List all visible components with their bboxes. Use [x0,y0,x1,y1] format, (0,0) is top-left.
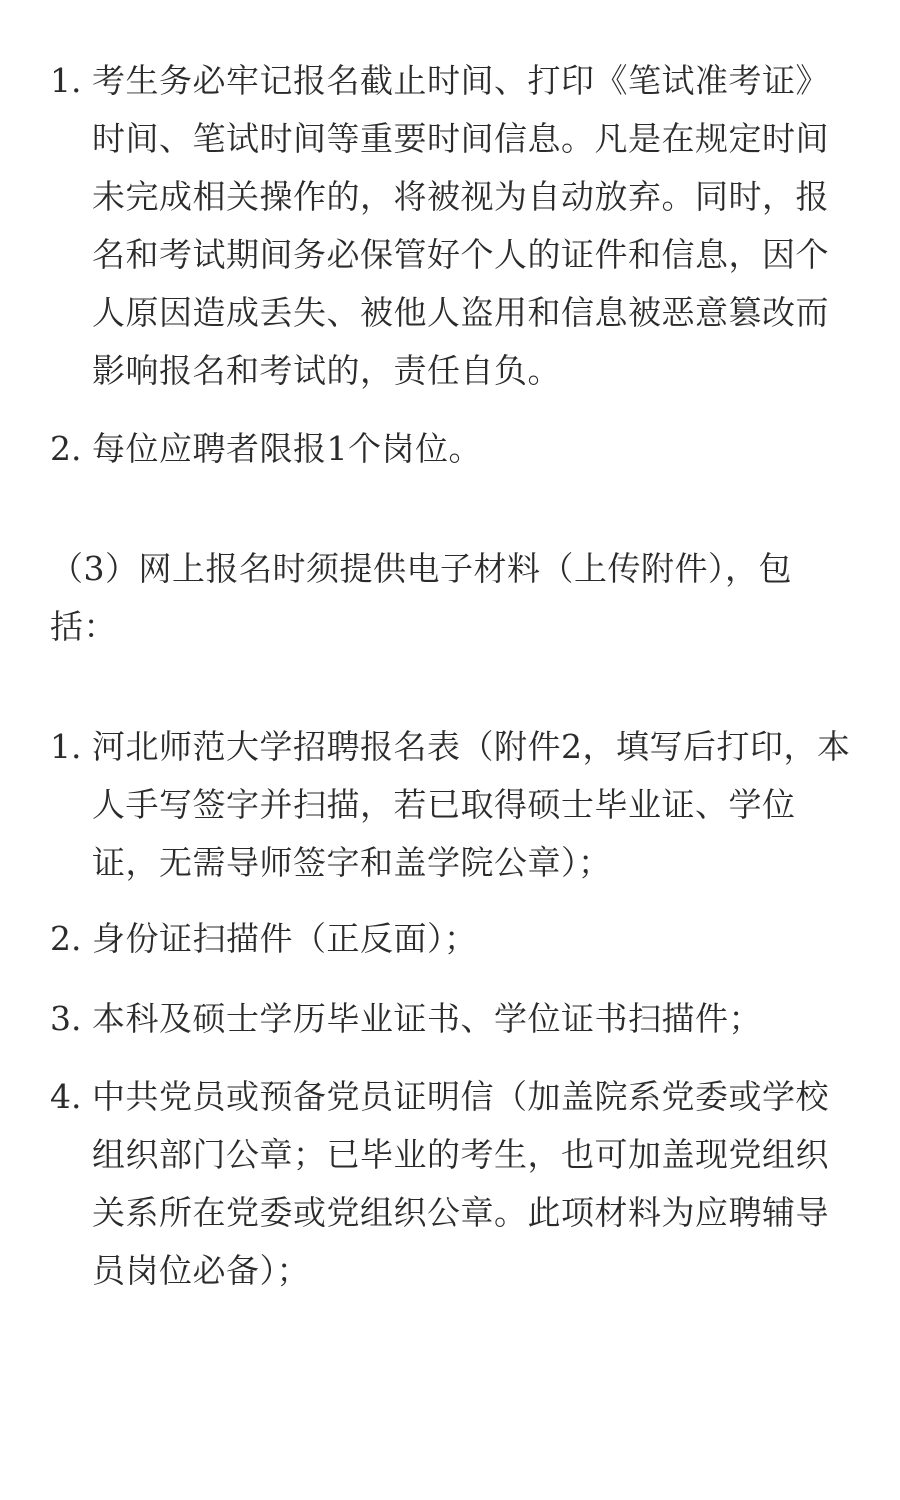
item-text: 考生务必牢记报名截止时间、打印《笔试准考证》时间、笔试时间等重要时间信息。凡是在规定时间未完成相关操作的，将被视为自动放弃。同时，报名和考试期间务必保管好个人的证件和信息，因个人原因造成丢失、被他人盗用和信息被恶意篡改而影响报名和考试的，责任自负。 [92,61,829,390]
notice-item-1 [50,52,850,400]
item-text: 每位应聘者限报1个岗位。 [92,429,482,468]
material-item-4 [50,1068,850,1300]
material-item-2 [50,910,850,968]
item-text: 本科及硕士学历毕业证书、学位证书扫描件； [92,999,762,1038]
item-number: 1. [50,727,82,766]
item-text: 身份证扫描件（正反面）； [92,919,478,958]
item-text: 河北师范大学招聘报名表（附件2，填写后打印，本人手写签字并扫描，若已取得硕士毕业证、学位证，无需导师签字和盖学院公章）； [92,727,851,882]
item-number: 3. [50,999,82,1038]
item-number: 4. [50,1077,82,1116]
item-number: 2. [50,919,82,958]
materials-heading: （3）网上报名时须提供电子材料（上传附件），包括： [50,549,792,646]
item-number: 2. [50,429,82,468]
notice-item-2 [50,420,850,478]
material-item-3 [50,990,850,1048]
material-item-1 [50,718,850,892]
item-text: 中共党员或预备党员证明信（加盖院系党委或学校组织部门公章；已毕业的考生，也可加盖现党组织关系所在党委或党组织公章。此项材料为应聘辅导员岗位必备）； [92,1077,829,1290]
item-number: 1. [50,61,82,100]
